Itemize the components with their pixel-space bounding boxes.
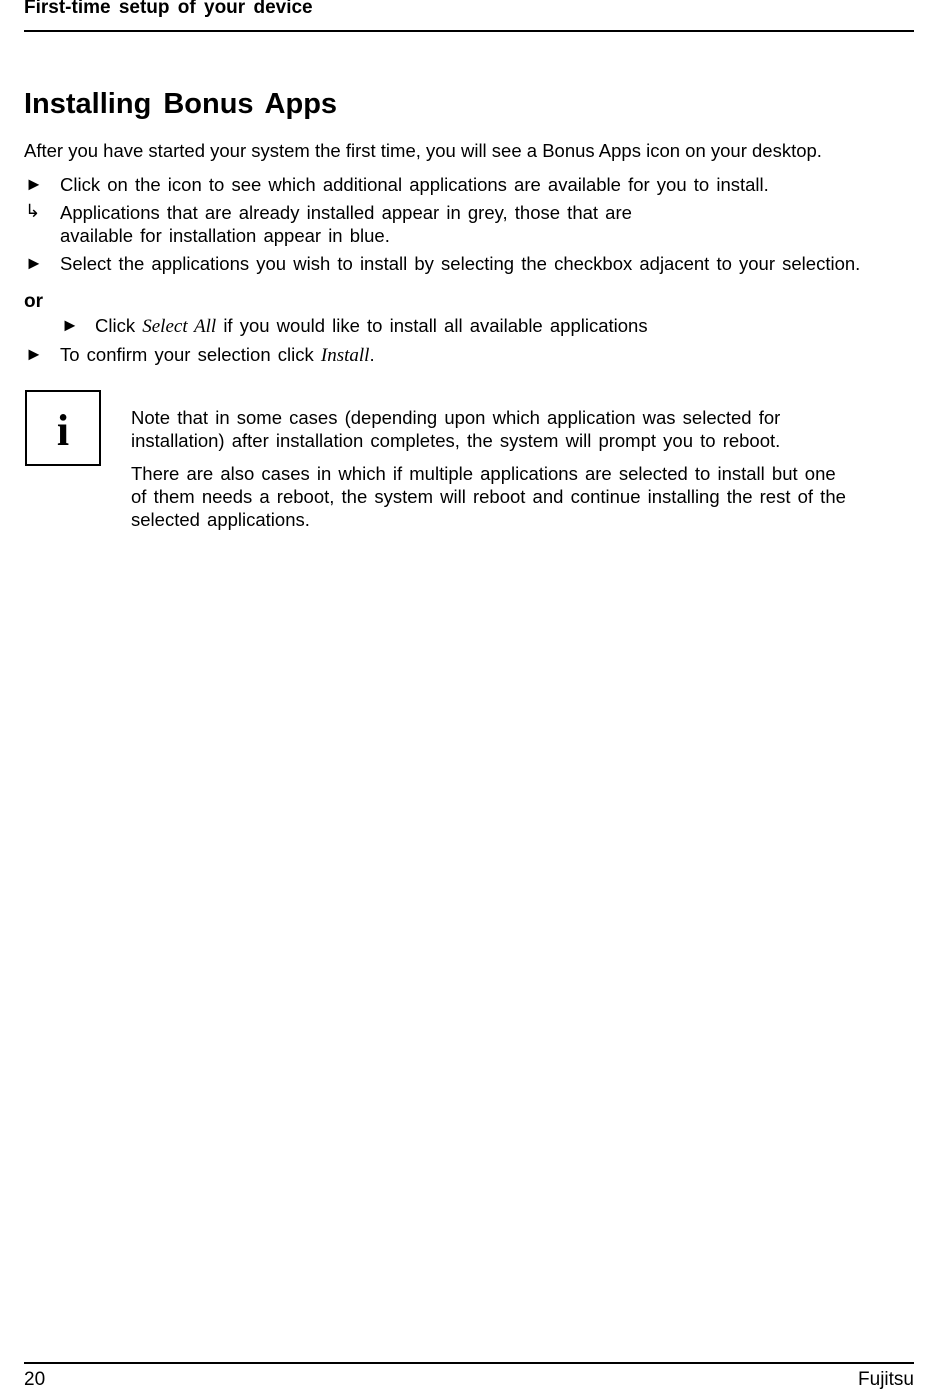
result-1-line-1: Applications that are already installed appear in grey, those that are xyxy=(60,202,632,223)
step-arrow-icon: ► xyxy=(25,344,43,364)
select-all-term: Select All xyxy=(142,316,217,337)
step-1-text: Click on the icon to see which additional applications are available for you to install. xyxy=(60,174,769,195)
info-glyph: i xyxy=(56,406,70,455)
footer-brand: Fujitsu xyxy=(858,1369,914,1390)
step-3-prefix: Click xyxy=(95,315,136,336)
step-4-text xyxy=(60,343,375,367)
step-2-text: Select the applications you wish to install by selecting the checkbox adjacent to your selection. xyxy=(60,253,861,274)
step-4-suffix: . xyxy=(369,344,375,365)
page-number: 20 xyxy=(24,1369,46,1390)
step-3-text xyxy=(95,314,648,338)
page-footer xyxy=(24,1362,914,1390)
note-paragraph-2: There are also cases in which if multiple applications are selected to install but one of them needs a reboot, the system will reboot and continue installing the rest of the selected applications. xyxy=(131,462,846,530)
intro-paragraph: After you have started your system the first time, you will see a Bonus Apps icon on your desktop. xyxy=(24,140,822,161)
step-arrow-icon: ► xyxy=(61,315,79,335)
step-arrow-icon: ► xyxy=(25,253,43,273)
info-icon xyxy=(25,390,101,466)
result-arrow-icon: ↳ xyxy=(25,201,41,221)
note-paragraph-1: Note that in some cases (depending upon which application was selected for installation) after installation completes, the system will prompt you to reboot. xyxy=(131,406,781,451)
or-label: or xyxy=(24,291,43,312)
step-4-prefix: To confirm your selection click xyxy=(60,344,314,365)
step-3-suffix: if you would like to install all available applications xyxy=(223,315,648,336)
install-term: Install xyxy=(320,345,370,366)
section-title: Installing Bonus Apps xyxy=(24,88,338,120)
result-1-line-2: available for installation appear in blue. xyxy=(60,225,390,246)
header-title: First-time setup of your device xyxy=(24,0,313,18)
step-arrow-icon: ► xyxy=(25,174,43,194)
page-header xyxy=(24,0,914,32)
